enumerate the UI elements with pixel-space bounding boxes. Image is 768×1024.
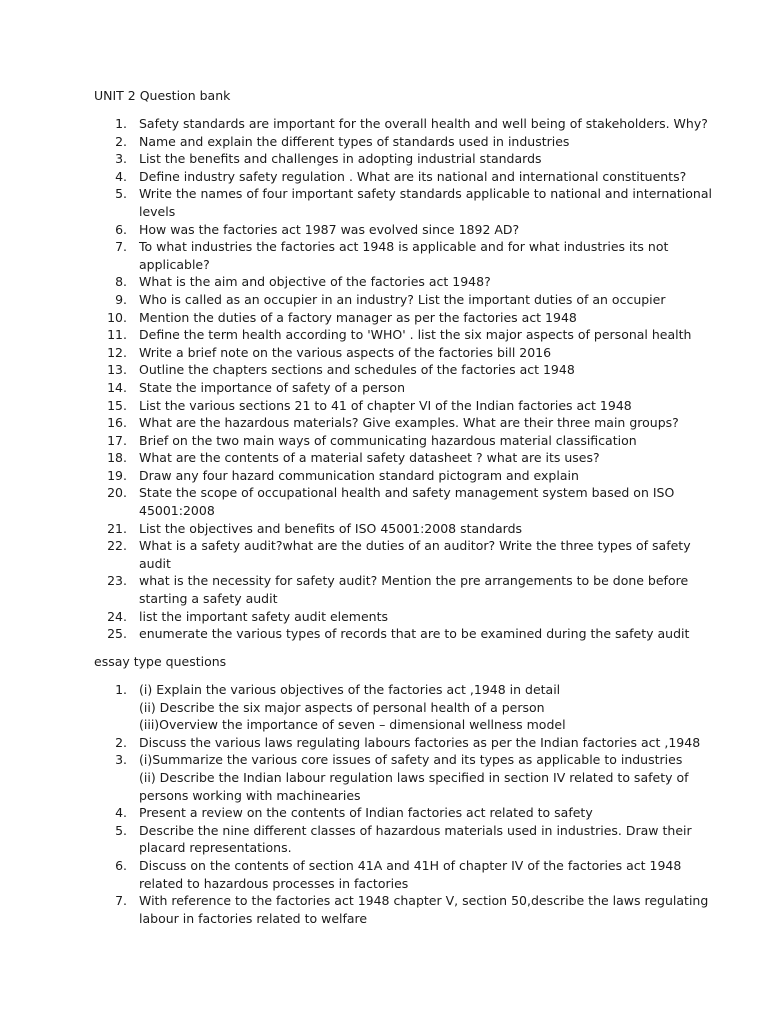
item-text xyxy=(139,822,694,857)
item-text xyxy=(139,734,701,752)
item-text xyxy=(139,344,694,362)
item-text xyxy=(139,150,694,168)
list-item xyxy=(94,185,712,220)
item-text-line: Who is called as an occupier in an industry? List the important duties of an occupier xyxy=(139,291,666,307)
list-item xyxy=(94,751,694,804)
item-number: 24. xyxy=(107,608,127,624)
list-item xyxy=(94,572,694,607)
item-number: 14. xyxy=(107,379,127,395)
item-text-line: Mention the duties of a factory manager as per the factories act 1948 xyxy=(139,309,577,325)
item-text-line: Define industry safety regulation . What are its national and international constituents? xyxy=(139,168,687,184)
list-item xyxy=(94,344,694,362)
item-number: 10. xyxy=(107,309,127,325)
list-item xyxy=(94,379,694,397)
item-text xyxy=(139,432,694,450)
item-text-line: persons working with machinearies xyxy=(139,787,361,803)
list-item xyxy=(94,414,694,432)
item-number: 17. xyxy=(107,432,127,448)
item-text-line: what is the necessity for safety audit? Mention the pre arrangements to be done before xyxy=(139,573,689,589)
item-number: 19. xyxy=(107,467,127,483)
list-item xyxy=(94,432,694,450)
item-text-line: 45001:2008 xyxy=(139,503,215,519)
item-text xyxy=(139,379,694,397)
item-number: 25. xyxy=(107,626,127,642)
essay-heading: essay type questions xyxy=(94,654,227,669)
item-number: 12. xyxy=(107,344,127,360)
item-number: 15. xyxy=(107,397,127,413)
item-text-line: (iii)Overview the importance of seven – dimensional wellness model xyxy=(139,717,566,733)
list-item xyxy=(94,238,694,273)
item-number: 9. xyxy=(115,291,127,307)
item-text-line: (ii) Describe the Indian labour regulation laws specified in section IV related to safety of xyxy=(139,769,689,785)
list-item xyxy=(94,168,694,186)
list-item xyxy=(94,520,694,538)
list-item xyxy=(94,291,694,309)
item-text-line: What is the aim and objective of the factories act 1948? xyxy=(139,274,491,290)
item-text-line: levels xyxy=(139,203,176,219)
item-number: 23. xyxy=(107,573,127,589)
item-text-line: list the important safety audit elements xyxy=(139,608,389,624)
list-item xyxy=(94,681,694,734)
list-item xyxy=(94,857,694,892)
list-item xyxy=(94,221,694,239)
item-number: 2. xyxy=(115,133,127,149)
item-number: 8. xyxy=(115,274,127,290)
item-number: 1. xyxy=(115,116,127,131)
item-text-line: (i) Explain the various objectives of the factories act ,1948 in detail xyxy=(139,682,561,697)
item-text xyxy=(139,484,694,519)
list-item xyxy=(94,484,694,519)
item-text-line: labour in factories related to welfare xyxy=(139,910,368,926)
list-item xyxy=(94,133,694,151)
item-number: 3. xyxy=(115,752,127,768)
item-text-line: How was the factories act 1987 was evolved since 1892 AD? xyxy=(139,221,520,237)
list-item xyxy=(94,326,694,344)
item-text-line: Write the names of four important safety standards applicable to national and international xyxy=(139,186,712,202)
item-text-line: List the various sections 21 to 41 of chapter VI of the Indian factories act 1948 xyxy=(139,397,632,413)
item-text xyxy=(139,238,694,273)
item-text-line: Safety standards are important for the overall health and well being of stakeholders. Why? xyxy=(139,116,708,131)
item-text-line: To what industries the factories act 1948 is applicable and for what industries its not xyxy=(139,239,669,255)
item-number: 20. xyxy=(107,485,127,501)
question-list xyxy=(94,115,712,643)
item-text-line: enumerate the various types of records that are to be examined during the safety audit xyxy=(139,626,690,642)
item-text xyxy=(139,185,712,220)
list-item xyxy=(94,804,694,822)
item-number: 22. xyxy=(107,538,127,554)
item-text-line: What are the hazardous materials? Give examples. What are their three main groups? xyxy=(139,415,679,431)
item-text-line: Define the term health according to 'WHO' . list the six major aspects of personal health xyxy=(139,327,692,343)
item-number: 7. xyxy=(115,239,127,255)
item-text-line: applicable? xyxy=(139,256,210,272)
essay-question-list xyxy=(94,681,709,927)
list-item xyxy=(94,537,694,572)
item-text-line: (i)Summarize the various core issues of safety and its types as applicable to industries xyxy=(139,752,683,768)
item-text-line: Outline the chapters sections and schedules of the factories act 1948 xyxy=(139,362,575,378)
item-number: 2. xyxy=(115,734,127,750)
item-text-line: State the importance of safety of a person xyxy=(139,379,405,395)
list-item xyxy=(94,273,694,291)
list-item xyxy=(94,822,694,857)
item-number: 1. xyxy=(115,682,127,697)
item-text-line: With reference to the factories act 1948 chapter V, section 50,describe the laws regulating xyxy=(139,893,709,909)
item-text-line: What are the contents of a material safety datasheet ? what are its uses? xyxy=(139,450,600,466)
item-number: 5. xyxy=(115,822,127,838)
item-text-line: audit xyxy=(139,555,171,571)
list-item xyxy=(94,150,694,168)
item-text-line: Name and explain the different types of standards used in industries xyxy=(139,133,570,149)
item-text xyxy=(139,857,694,892)
item-number: 4. xyxy=(115,805,127,821)
item-text-line: Write a brief note on the various aspects of the factories bill 2016 xyxy=(139,344,552,360)
item-text xyxy=(139,608,694,626)
item-text xyxy=(139,361,694,379)
item-text-line: List the benefits and challenges in adopting industrial standards xyxy=(139,151,542,167)
list-item xyxy=(94,734,701,752)
item-number: 5. xyxy=(115,186,127,202)
list-item xyxy=(94,467,694,485)
item-text-line: (ii) Describe the six major aspects of personal health of a person xyxy=(139,699,545,715)
item-text-line: starting a safety audit xyxy=(139,591,278,607)
item-text-line: State the scope of occupational health and safety management system based on ISO xyxy=(139,485,675,501)
item-text xyxy=(139,273,694,291)
item-text-line: Describe the nine different classes of hazardous materials used in industries. Draw their xyxy=(139,822,692,838)
item-number: 6. xyxy=(115,221,127,237)
list-item xyxy=(94,449,694,467)
item-text-line: Discuss the various laws regulating labours factories as per the Indian factories act ,1948 xyxy=(139,734,701,750)
item-text xyxy=(139,892,709,927)
list-item xyxy=(94,115,708,133)
item-text xyxy=(139,751,694,804)
item-text xyxy=(139,414,694,432)
item-text-line: What is a safety audit?what are the duties of an auditor? Write the three types of safety xyxy=(139,538,691,554)
item-text xyxy=(139,309,694,327)
item-text xyxy=(139,467,694,485)
item-text-line: Present a review on the contents of Indian factories act related to safety xyxy=(139,805,593,821)
item-text xyxy=(139,115,708,133)
item-text-line: placard representations. xyxy=(139,840,292,856)
item-text xyxy=(139,537,694,572)
list-item xyxy=(94,397,694,415)
list-item xyxy=(94,361,694,379)
item-text-line: Draw any four hazard communication standard pictogram and explain xyxy=(139,467,579,483)
item-text xyxy=(139,326,694,344)
list-item xyxy=(94,608,694,626)
item-text xyxy=(139,221,694,239)
item-number: 11. xyxy=(107,327,127,343)
item-text xyxy=(139,133,694,151)
list-item xyxy=(94,625,694,643)
item-text-line: Brief on the two main ways of communicating hazardous material classification xyxy=(139,432,637,448)
item-number: 13. xyxy=(107,362,127,378)
item-number: 3. xyxy=(115,151,127,167)
item-text xyxy=(139,520,694,538)
item-text xyxy=(139,397,694,415)
item-text-line: related to hazardous processes in factories xyxy=(139,875,409,891)
item-number: 18. xyxy=(107,450,127,466)
item-text xyxy=(139,291,694,309)
item-text xyxy=(139,449,694,467)
item-text xyxy=(139,804,694,822)
item-text xyxy=(139,572,694,607)
page-title: UNIT 2 Question bank xyxy=(94,88,231,103)
item-number: 16. xyxy=(107,415,127,431)
item-number: 6. xyxy=(115,857,127,873)
list-item xyxy=(94,309,694,327)
item-text-line: Discuss on the contents of section 41A and 41H of chapter IV of the factories act 1948 xyxy=(139,857,682,873)
list-item xyxy=(94,892,709,927)
item-text-line: List the objectives and benefits of ISO 45001:2008 standards xyxy=(139,520,523,536)
item-text xyxy=(139,681,694,734)
item-text xyxy=(139,625,694,643)
item-number: 21. xyxy=(107,520,127,536)
item-number: 7. xyxy=(115,893,127,909)
item-text xyxy=(139,168,694,186)
item-number: 4. xyxy=(115,168,127,184)
